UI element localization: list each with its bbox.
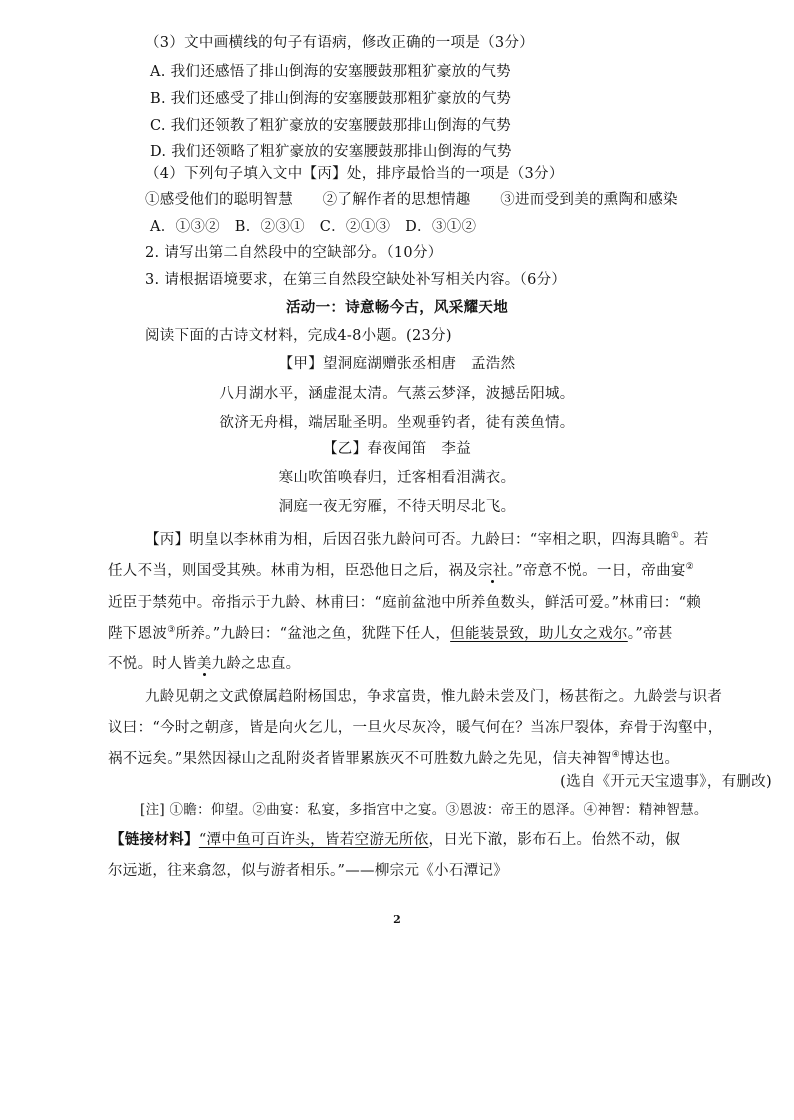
link-line-1: [110, 830, 680, 850]
bing-line-2: [108, 561, 694, 581]
q3-option-d: D. 我们还领略了粗犷豪放的安塞腰鼓那排山倒海的气势: [150, 144, 512, 160]
poem-jia-line-1: 八月湖水平，涵虚混太清。气蒸云梦泽，波撼岳阳城。: [219, 386, 575, 402]
para2-line-3: [108, 749, 679, 769]
page-number: 2: [393, 913, 401, 926]
bing-text: 九龄之忠直。: [211, 656, 301, 672]
poem-yi-line-2: 洞庭一夜无穷雁，不待天明尽北飞。: [278, 499, 516, 515]
link-underlined: “潭中鱼可百许头，皆若空游无所依: [198, 832, 429, 848]
note-ref-4: ④: [611, 750, 621, 761]
bing-text: 任人不当，则国受其殃。林甫为相，臣恐他日之后，祸及: [108, 563, 478, 579]
bing-line-4: [108, 624, 673, 644]
bing-text: 陛下恩波: [108, 626, 168, 642]
bing-line-3: 近臣于禁苑中。帝指示于九龄、林甫曰：“庭前盆池中所养鱼数头，鲜活可爱。”林甫曰：“赖: [108, 595, 702, 611]
dotted-word-mei: 美: [196, 656, 212, 672]
source-citation: (选自《开元天宝遗事》，有删改): [560, 774, 772, 790]
q4-stem: （4）下列句子填入文中【丙】处，排序最恰当的一项是（3分）: [145, 166, 564, 182]
task-3: 3. 请根据语境要求，在第三自然段空缺处补写相关内容。（6分）: [145, 272, 567, 288]
bing-text: 。若: [679, 532, 709, 548]
bing-text: 所养。”九龄曰：“盆池之鱼，犹陛下任人，: [175, 626, 451, 642]
bing-text: 【丙】明皇以李林甫为相，后因召张九龄问可否。九龄曰：“宰相之职，四海具瞻: [145, 532, 671, 548]
link-label: 【链接材料】: [110, 831, 199, 848]
reading-intro: 阅读下面的古诗文材料，完成4-8小题。(23分): [145, 328, 452, 344]
bing-text: 不悦。时人皆: [108, 656, 197, 672]
bing-text: 。”帝甚: [627, 626, 673, 642]
annotations: [注] ①瞻：仰望。②曲宴：私宴，多指宫中之宴。③恩波：帝王的恩泽。④神智：精神智慧。: [140, 802, 708, 818]
task-2: 2. 请写出第二自然段中的空缺部分。（10分）: [145, 245, 443, 261]
q4-options: A．①③② B．②③① C．②①③ D．③①②: [150, 219, 477, 235]
bing-line-1: [145, 530, 709, 550]
poem-jia-line-2: 欲济无舟楫，端居耻圣明。坐观垂钓者，徒有羡鱼情。: [219, 415, 575, 431]
link-text: ，日光下澈，影布石上。佁然不动，俶: [428, 832, 681, 848]
note-ref-2: ②: [685, 562, 695, 573]
dotted-word-zongshe: 宗社: [478, 563, 508, 579]
para2-text: 博达也。: [620, 751, 680, 767]
para2-line-2: 议曰：“今时之朝彦，皆是向火乞儿，一旦火尽灰冷，暖气何在？当冻尸裂体，弃骨于沟壑中，: [108, 720, 723, 736]
q3-option-a: A. 我们还感悟了排山倒海的安塞腰鼓那粗犷豪放的气势: [150, 64, 511, 80]
note-ref-1: ①: [670, 531, 680, 542]
bing-text: 。”帝意不悦。一日，帝曲宴: [507, 563, 686, 579]
para2-line-1: 九龄见朝之文武僚属趋附杨国忠，争求富贵，惟九龄未尝及门，杨甚衔之。九龄尝与识者: [145, 689, 723, 705]
poem-jia-title: 【甲】望洞庭湖赠张丞相唐 孟浩然: [278, 356, 516, 372]
q3-option-c: C. 我们还领教了粗犷豪放的安塞腰鼓那排山倒海的气势: [150, 118, 512, 134]
activity-title: 活动一：诗意畅今古，风采耀天地: [286, 299, 508, 316]
poem-yi-title: 【乙】春夜闻笛 李益: [323, 441, 471, 457]
poem-yi-line-1: 寒山吹笛唤春归，迁客相看泪满衣。: [278, 470, 516, 486]
q3-option-b: B. 我们还感受了排山倒海的安塞腰鼓那粗犷豪放的气势: [150, 91, 512, 107]
note-ref-3: ③: [167, 625, 176, 636]
bing-line-5: [108, 654, 300, 674]
q3-stem: （3）文中画横线的句子有语病，修改正确的一项是（3分）: [145, 35, 535, 51]
underlined-sentence: 但能装景致，助儿女之戏尔: [450, 626, 628, 642]
para2-text: 祸不远矣。”果然因禄山之乱附炎者皆罪累族灭不可胜数九龄之先见，信夫神智: [108, 751, 612, 767]
link-line-2: 尔远逝，往来翕忽，似与游者相乐。”——柳宗元《小石潭记》: [108, 863, 509, 879]
q4-items: ①感受他们的聪明智慧 ②了解作者的思想情趣 ③进而受到美的熏陶和感染: [145, 192, 678, 208]
